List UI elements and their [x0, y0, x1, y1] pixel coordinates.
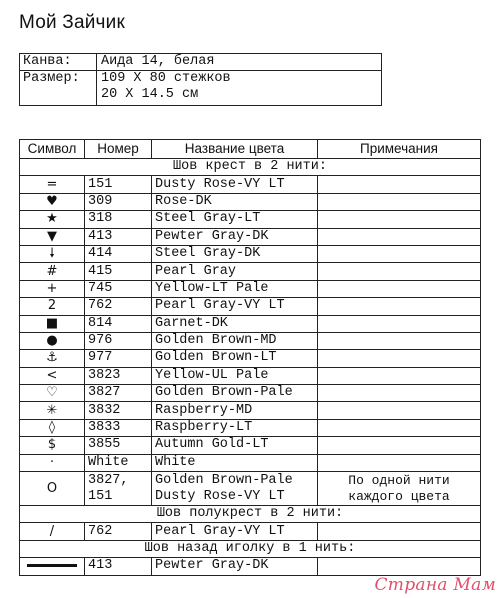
info-row-canvas — [20, 54, 382, 71]
number-cell: 414 — [85, 245, 152, 262]
color-name-cell — [152, 472, 318, 506]
number-cell: 413 — [85, 228, 152, 245]
number-cell: 3833 — [85, 419, 152, 436]
symbol-cell: ▼ — [20, 228, 85, 245]
header-row — [20, 140, 481, 159]
table-row — [20, 176, 481, 193]
color-name-cell: Golden Brown-LT — [152, 350, 318, 367]
table-row — [20, 437, 481, 454]
section-backstitch-label: Шов назад иголку в 1 нить: — [20, 540, 481, 557]
table-row — [20, 558, 481, 575]
table-row — [20, 245, 481, 262]
symbol-cell: O — [20, 472, 85, 506]
number-cell: 415 — [85, 263, 152, 280]
table-row — [20, 211, 481, 228]
header-color-name: Название цвета — [152, 140, 318, 159]
color-name-cell: Steel Gray-DK — [152, 245, 318, 262]
color-name-line-1: Golden Brown-Pale — [155, 472, 293, 488]
table-row-blend — [20, 472, 481, 506]
number-cell: 762 — [85, 523, 152, 540]
table-row — [20, 523, 481, 540]
number-cell: 3827 — [85, 385, 152, 402]
color-name-cell: Pewter Gray-DK — [152, 558, 318, 575]
size-value — [97, 71, 382, 106]
color-name-cell: Golden Brown-Pale — [152, 385, 318, 402]
table-row — [20, 298, 481, 315]
number-cell: 3855 — [85, 437, 152, 454]
section-cross-stitch — [20, 159, 481, 176]
watermark: Страна Мам — [374, 575, 496, 595]
color-name-cell: Pearl Gray-VY LT — [152, 298, 318, 315]
symbol-cell: ◊ — [20, 419, 85, 436]
notes-cell — [318, 454, 481, 471]
number-cell: 3823 — [85, 367, 152, 384]
symbol-cell: ● — [20, 332, 85, 349]
number-cell: 814 — [85, 315, 152, 332]
symbol-cell: ■ — [20, 315, 85, 332]
symbol-cell: / — [20, 523, 85, 540]
table-row — [20, 280, 481, 297]
size-line-2: 20 Х 14.5 см — [101, 87, 199, 102]
table-row — [20, 332, 481, 349]
color-name-cell: Yellow-LT Pale — [152, 280, 318, 297]
table-row — [20, 385, 481, 402]
backstitch-line-symbol — [20, 558, 85, 575]
symbol-cell: # — [20, 263, 85, 280]
symbol-cell: = — [20, 176, 85, 193]
color-key-table — [19, 139, 481, 576]
number-line-1: 3827, — [88, 472, 129, 488]
color-name-cell: Dusty Rose-VY LT — [152, 176, 318, 193]
color-name-line-2: Dusty Rose-VY LT — [155, 488, 285, 504]
canvas-label: Канва: — [20, 54, 97, 71]
section-half-cross — [20, 506, 481, 523]
number-cell: 413 — [85, 558, 152, 575]
notes-cell — [318, 263, 481, 280]
notes-cell — [318, 298, 481, 315]
notes-cell — [318, 402, 481, 419]
notes-cell — [318, 245, 481, 262]
note-line-1: По одной нити — [348, 472, 450, 488]
number-cell: 762 — [85, 298, 152, 315]
notes-cell — [318, 332, 481, 349]
symbol-cell: ♡ — [20, 385, 85, 402]
symbol-cell: ★ — [20, 211, 85, 228]
color-name-cell: Autumn Gold-LT — [152, 437, 318, 454]
number-cell: 3832 — [85, 402, 152, 419]
header-notes: Примечания — [318, 140, 481, 159]
symbol-cell: · — [20, 454, 85, 471]
table-row — [20, 402, 481, 419]
symbol-cell: 🠗 — [20, 245, 85, 262]
number-line-2: 151 — [88, 488, 113, 504]
info-table — [19, 53, 382, 106]
color-name-cell: Steel Gray-LT — [152, 211, 318, 228]
notes-cell — [318, 228, 481, 245]
notes-cell — [318, 176, 481, 193]
table-row — [20, 367, 481, 384]
notes-cell — [318, 419, 481, 436]
backstitch-line-icon — [27, 564, 77, 567]
symbol-cell: < — [20, 367, 85, 384]
number-cell: 318 — [85, 211, 152, 228]
symbol-cell: $ — [20, 437, 85, 454]
table-row — [20, 263, 481, 280]
number-cell — [85, 472, 152, 506]
color-name-cell: Raspberry-MD — [152, 402, 318, 419]
symbol-cell: ⚓ — [20, 350, 85, 367]
color-name-cell: Yellow-UL Pale — [152, 367, 318, 384]
table-row — [20, 228, 481, 245]
number-cell: White — [85, 454, 152, 471]
color-name-cell: Pewter Gray-DK — [152, 228, 318, 245]
table-row — [20, 454, 481, 471]
table-row — [20, 315, 481, 332]
size-line-1: 109 Х 80 стежков — [101, 71, 231, 86]
canvas-value: Аида 14, белая — [97, 54, 382, 71]
notes-cell — [318, 437, 481, 454]
number-cell: 309 — [85, 193, 152, 210]
notes-cell — [318, 350, 481, 367]
notes-cell — [318, 280, 481, 297]
size-label: Размер: — [20, 71, 97, 106]
notes-cell — [318, 523, 481, 540]
info-row-size — [20, 71, 382, 106]
notes-cell — [318, 558, 481, 575]
notes-cell — [318, 193, 481, 210]
note-line-2: каждого цвета — [348, 488, 450, 504]
header-symbol: Символ — [20, 140, 85, 159]
section-backstitch — [20, 540, 481, 557]
symbol-cell: + — [20, 280, 85, 297]
number-cell: 745 — [85, 280, 152, 297]
number-cell: 977 — [85, 350, 152, 367]
notes-cell — [318, 315, 481, 332]
color-name-cell: Golden Brown-MD — [152, 332, 318, 349]
notes-cell — [318, 211, 481, 228]
header-number: Номер — [85, 140, 152, 159]
section-cross-stitch-label: Шов крест в 2 нити: — [20, 159, 481, 176]
number-cell: 976 — [85, 332, 152, 349]
table-row — [20, 193, 481, 210]
table-row — [20, 419, 481, 436]
table-row — [20, 350, 481, 367]
section-half-cross-label: Шов полукрест в 2 нити: — [20, 506, 481, 523]
color-name-cell: Rose-DK — [152, 193, 318, 210]
color-name-cell: Raspberry-LT — [152, 419, 318, 436]
color-name-cell: Garnet-DK — [152, 315, 318, 332]
symbol-cell: 2 — [20, 298, 85, 315]
color-name-cell: White — [152, 454, 318, 471]
symbol-cell: ♥ — [20, 193, 85, 210]
symbol-cell: ✳ — [20, 402, 85, 419]
color-name-cell: Pearl Gray-VY LT — [152, 523, 318, 540]
notes-cell — [318, 472, 481, 506]
notes-cell — [318, 385, 481, 402]
number-cell: 151 — [85, 176, 152, 193]
color-name-cell: Pearl Gray — [152, 263, 318, 280]
notes-cell — [318, 367, 481, 384]
page-title: Мой Зайчик — [19, 12, 125, 33]
